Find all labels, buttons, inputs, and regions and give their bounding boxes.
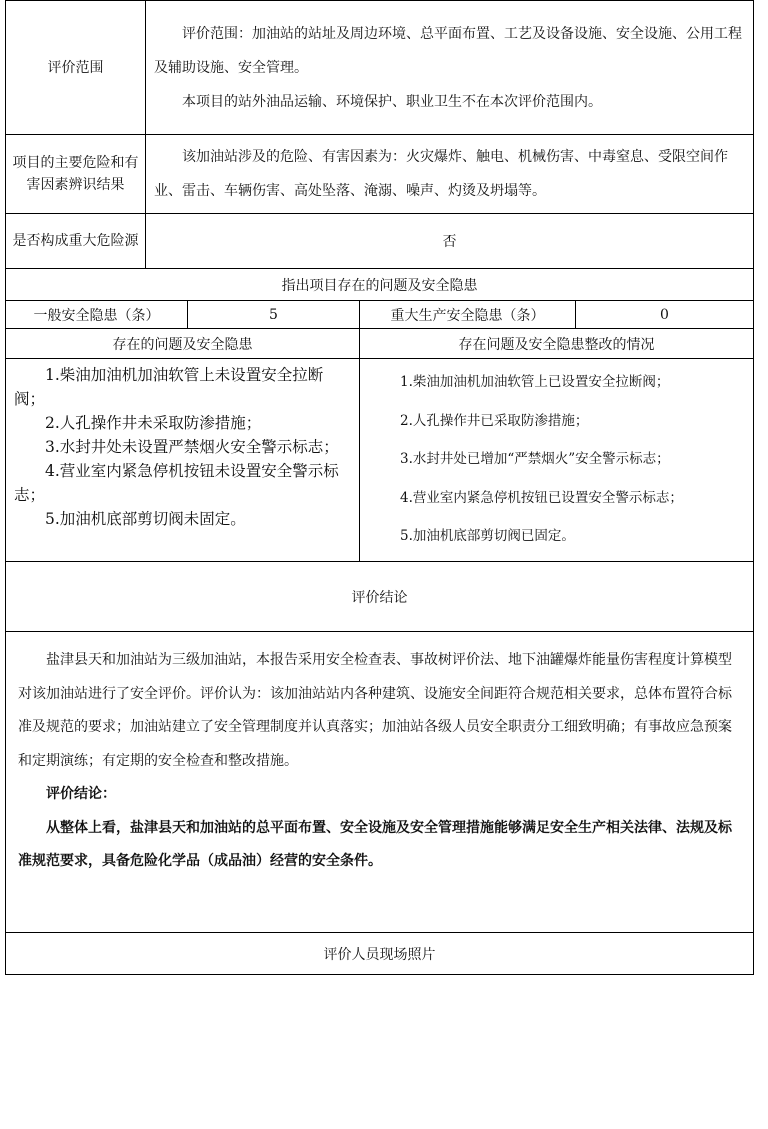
hazards-content — [145, 135, 753, 213]
issues-header-row — [6, 328, 753, 358]
evaluation-summary-table — [5, 0, 754, 975]
problems-column-header: 存在的问题及安全隐患 — [112, 336, 253, 353]
conclusion-final: 从整体上看，盐津县天和加油站的总平面布置、安全设施及安全管理措施能够满足安全生产相关法律、法规及标准规范要求，具备危险化学品（成品油）经营的安全条件。 — [18, 819, 732, 869]
rectification-list — [359, 359, 753, 561]
problem-item: 1.柴油加油机加油软管上未设置安全拉断阀； — [14, 366, 324, 408]
rectification-column-header: 存在问题及安全隐患整改的情况 — [359, 329, 753, 358]
major-hazard-value: 否 — [145, 214, 753, 268]
scope-paragraph-1: 评价范围：加油站的站址及周边环境、总平面布置、工艺及设备设施、安全设施、公用工程及辅助设施、安全管理。 — [154, 26, 742, 76]
general-hazard-count: 5 — [187, 301, 359, 328]
conclusion-subtitle: 评价结论： — [46, 786, 116, 802]
issues-list-row — [6, 358, 753, 561]
major-hazard-row — [6, 213, 753, 268]
conclusion-body: 盐津县天和加油站为三级加油站，本报告采用安全检查表、事故树评价法、地下油罐爆炸能量伤害程度计算模型对该加油站进行了安全评价。评价认为：该加油站站内各种建筑、设施安全间距符合规范相关要求，总体布置符合标准及规范的要求；加油站建立了安全管理制度并认真落实；加油站各级人员安全职责分工细致明确；有事故应急预案和定期演练；有定期的安全检查和整改措施。 — [18, 652, 732, 769]
major-hazard-label: 是否构成重大危险源 — [12, 233, 139, 249]
conclusion-title: 评价结论 — [6, 561, 753, 631]
problem-item: 5.加油机底部剪切阀未固定。 — [45, 510, 246, 528]
major-hazard-count-label: 重大生产安全隐患（条） — [359, 301, 575, 328]
rectification-item: 1.柴油加油机加油软管上已设置安全拉断阀； — [400, 374, 670, 390]
rectification-item: 2.人孔操作井已采取防渗措施； — [400, 412, 589, 429]
major-hazard-count: 0 — [575, 301, 753, 328]
general-hazard-label: 一般安全隐患（条） — [33, 307, 160, 324]
rectification-item: 3.水封井处已增加“严禁烟火”安全警示标志； — [400, 451, 670, 467]
site-photos-title: 评价人员现场照片 — [6, 932, 753, 974]
conclusion-content — [6, 632, 753, 932]
problems-list — [6, 359, 359, 561]
problem-item: 2.人孔操作井未采取防渗措施； — [45, 414, 262, 432]
issues-title: 指出项目存在的问题及安全隐患 — [6, 268, 753, 300]
problem-item: 4.营业室内紧急停机按钮未设置安全警示标志； — [14, 462, 339, 504]
problem-item: 3.水封井处未设置严禁烟火安全警示标志； — [45, 438, 339, 456]
rectification-item: 5.加油机底部剪切阀已固定。 — [400, 528, 575, 544]
scope-paragraph-2: 本项目的站外油品运输、环境保护、职业卫生不在本次评价范围内。 — [182, 94, 602, 110]
scope-row — [6, 1, 753, 134]
hazards-row — [6, 134, 753, 213]
conclusion-row — [6, 631, 753, 932]
scope-content — [145, 1, 753, 134]
hazards-label: 项目的主要危险和有害因素辨识结果 — [12, 155, 139, 193]
rectification-item: 4.营业室内紧急停机按钮已设置安全警示标志； — [400, 489, 683, 506]
issues-count-row — [6, 300, 753, 328]
hazards-text: 该加油站涉及的危险、有害因素为：火灾爆炸、触电、机械伤害、中毒窒息、受限空间作业、雷击、车辆伤害、高处坠落、淹溺、噪声、灼烫及坍塌等。 — [154, 149, 728, 199]
scope-label: 评价范围 — [47, 59, 104, 76]
